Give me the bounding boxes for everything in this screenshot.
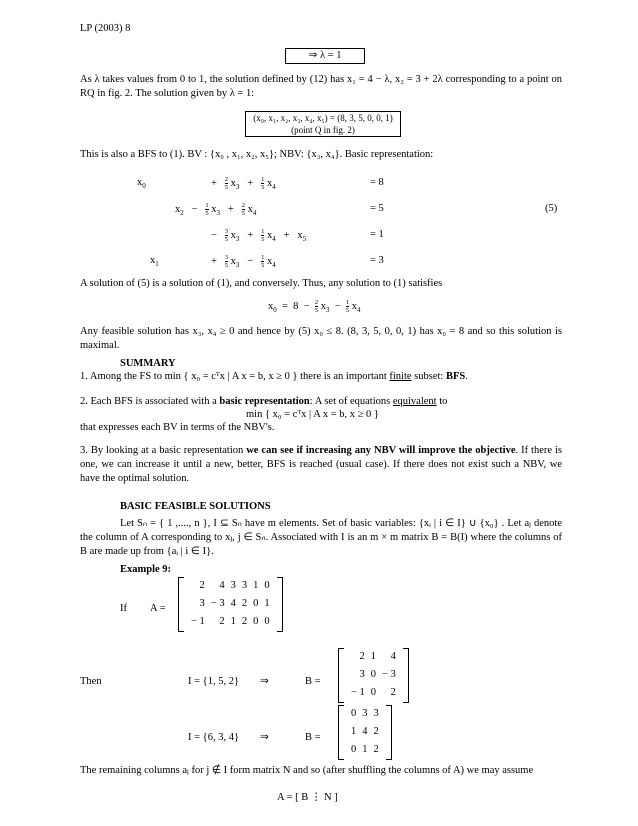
summary-heading: SUMMARY [120, 358, 176, 369]
matrix-a-cell: 2 [241, 616, 248, 628]
summary-2-basic-rep: basic representation [219, 396, 310, 407]
matrix-a-cell: 0 [264, 580, 270, 591]
matrix-a-cell: 3 [241, 580, 248, 591]
running-header: LP (2003) 8 [80, 23, 131, 34]
eq5-row-4: + $\frac{3}{5} x_3$ − $\frac{1}{5} x_4$ [211, 254, 276, 269]
matrix-b2-cell: 4 [362, 726, 368, 738]
implies-arrow-1: ⇒ [260, 676, 269, 687]
eq5-row-3: = 1 [370, 229, 384, 240]
summary-1-finite: finite [389, 371, 412, 382]
matrix-a-cell: 1 [230, 616, 236, 628]
lambda-result-box: ⇒ λ = 1 [285, 48, 365, 64]
matrix-b2-cell: 0 [351, 708, 357, 719]
matrix-a-cell: 0 [264, 616, 270, 628]
partition-equation: A = [ B ⋮ N ] [277, 792, 338, 803]
matrix-b2-cell: 0 [351, 744, 357, 756]
matrix-a-cell: 3 [230, 580, 236, 591]
matrix-b1-cell: 0 [370, 669, 377, 681]
paragraph-bfs-basis: This is also a BFS to (1). BV : {x₀ , x₁, x₂, x₅}; NBV: {x₃, x₄}. Basic representation: [80, 149, 434, 160]
summary-3-text: 3. By looking at a basic representation [80, 445, 247, 456]
summary-1-text: 1. Among the FS to min { x₀ = cᵀx | A x = b, x ≥ 0 } there is an important [80, 371, 390, 382]
example-heading: Example 9: [120, 564, 172, 575]
matrix-b1-cell: 2 [359, 651, 365, 662]
matrix-b2-cell: 1 [351, 726, 357, 738]
matrix-b1-label: B = [305, 676, 321, 687]
matrix-a [178, 577, 283, 632]
solution-point-note: (point Q in fig. 2) [291, 125, 355, 135]
matrix-b1-cell: − 3 [382, 669, 396, 681]
matrix-b1-cell: 4 [390, 651, 396, 662]
paragraph-maximal: Any feasible solution has x₃, x₄ ≥ 0 and hence by (5) x₀ ≤ 8. (8, 3, 5, 0, 0, 1) has x₀ = 8 and so this solution is maximal. [80, 326, 562, 352]
summary-item-1 [80, 370, 562, 384]
eq5-row-4: $x_1$ [150, 255, 159, 269]
eq5-row-1: $x_0$ [137, 177, 146, 191]
solution-vector: (x₀, x₁, x₂, x₃, x₄, x₅) = (8, 3, 5, 0, 0, 1) [253, 113, 393, 123]
matrix-a-cell: − 3 [210, 598, 225, 610]
solution-box [245, 111, 401, 137]
paragraph-equivalence: A solution of (5) is a solution of (1), and conversely. Thus, any solution to (1) satisfies [80, 278, 443, 289]
eq5-row-3: − $\frac{3}{5} x_3$ + $\frac{1}{5} x_4 + x_5$ [211, 228, 307, 243]
matrix-a-label: A = [150, 603, 166, 614]
if-label: If [120, 603, 127, 614]
index-set-1: I = {1, 5, 2} [188, 676, 239, 687]
eq5-row-4: = 3 [370, 255, 384, 266]
equation-number: (5) [545, 203, 558, 214]
matrix-a-cell: 1 [253, 580, 259, 591]
eq5-row-2: $x_2$ − $\frac{1}{5} x_3$ + $\frac{2}{5} x_4$ [175, 202, 257, 217]
matrix-a-cell: 2 [219, 616, 225, 628]
eq5-row-2: = 5 [370, 203, 384, 214]
matrix-a-cell: 1 [264, 598, 270, 610]
summary-2-formula: min { x₀ = cᵀx | A x = b, x ≥ 0 } [246, 409, 379, 420]
matrix-b1-cell: − 1 [351, 687, 365, 699]
matrix-b2-cell: 1 [362, 744, 368, 756]
paragraph-remaining-columns: The remaining columns aⱼ for j ∉ I form matrix N and so (after shuffling the columns of A) we may assume [80, 765, 534, 776]
summary-3-end: . If there is one, we can increase it until a new, better, BFS is reached (usual case). If there does not exist such a NBV, we have the optimal solution. [80, 445, 562, 485]
summary-2-tail: that expresses each BV in terms of the NBV's. [80, 422, 275, 433]
bfs-heading: BASIC FEASIBLE SOLUTIONS [120, 501, 271, 512]
matrix-a-cell: 4 [219, 580, 225, 591]
matrix-a-cell: 0 [253, 598, 259, 610]
summary-1-mid: subset: [411, 371, 446, 382]
paragraph-basic-variables: Let Sₙ = { 1 ,...., n }, I ⊆ Sₙ have m elements. Set of basic variables: {xᵢ | i ∈ I} ∪ {x₀} . Let aⱼ denote the column of A corresponding to xⱼ, j ∈ Sₙ. Associated with I is an m × m matrix B = B(I) where the columns of B are made up from {aᵢ | i ∈ I}. [80, 518, 562, 558]
summary-2-text: 2. Each BFS is associated with a [80, 396, 220, 407]
matrix-b2 [338, 705, 392, 760]
summary-2-mid: : A set of equations [309, 396, 393, 407]
objective-expression: $x_0 = 8$ − $\frac{2}{5} x_3$ − $\frac{1}{5} x_4$ [268, 299, 361, 314]
summary-1-bfs: BFS [445, 371, 466, 382]
summary-2-end: to [436, 396, 448, 407]
eq5-row-1: = 8 [370, 177, 384, 188]
matrix-b2-label: B = [305, 732, 321, 743]
matrix-b2-cell: 2 [373, 744, 379, 756]
matrix-b1-cell: 2 [390, 687, 396, 699]
matrix-b1-cell: 0 [370, 687, 377, 699]
matrix-b2-cell: 2 [373, 726, 379, 738]
matrix-b2-cell: 3 [362, 708, 368, 719]
summary-item-3 [80, 444, 562, 487]
matrix-a-cell: 2 [241, 598, 248, 610]
paragraph-lambda-range: As λ takes values from 0 to 1, the solution defined by (12) has x₁ = 4 − λ, x₂ = 3 + 2λ corresponding to a point on RQ in fig. 2. The solution given by λ = 1: [80, 74, 562, 100]
implies-arrow-2: ⇒ [260, 732, 269, 743]
matrix-b1-cell: 1 [370, 651, 377, 662]
matrix-a-cell: 0 [253, 616, 259, 628]
matrix-a-cell: 3 [199, 598, 205, 610]
matrix-a-cell: − 1 [191, 616, 205, 628]
matrix-b1-cell: 3 [359, 669, 365, 681]
matrix-b1 [338, 648, 409, 703]
index-set-2: I = {6, 3, 4} [188, 732, 239, 743]
summary-2-equivalent: equivalent [392, 396, 437, 407]
matrix-b2-cell: 3 [373, 708, 379, 719]
matrix-a-cell: 4 [230, 598, 236, 610]
summary-3-bold: we can see if increasing any NBV will improve the objective [246, 445, 516, 456]
eq5-row-1: + $\frac{2}{5} x_3$ + $\frac{1}{5} x_4$ [211, 176, 276, 191]
matrix-a-cell: 2 [199, 580, 205, 591]
summary-1-end: . [465, 371, 468, 382]
then-label: Then [80, 676, 102, 687]
